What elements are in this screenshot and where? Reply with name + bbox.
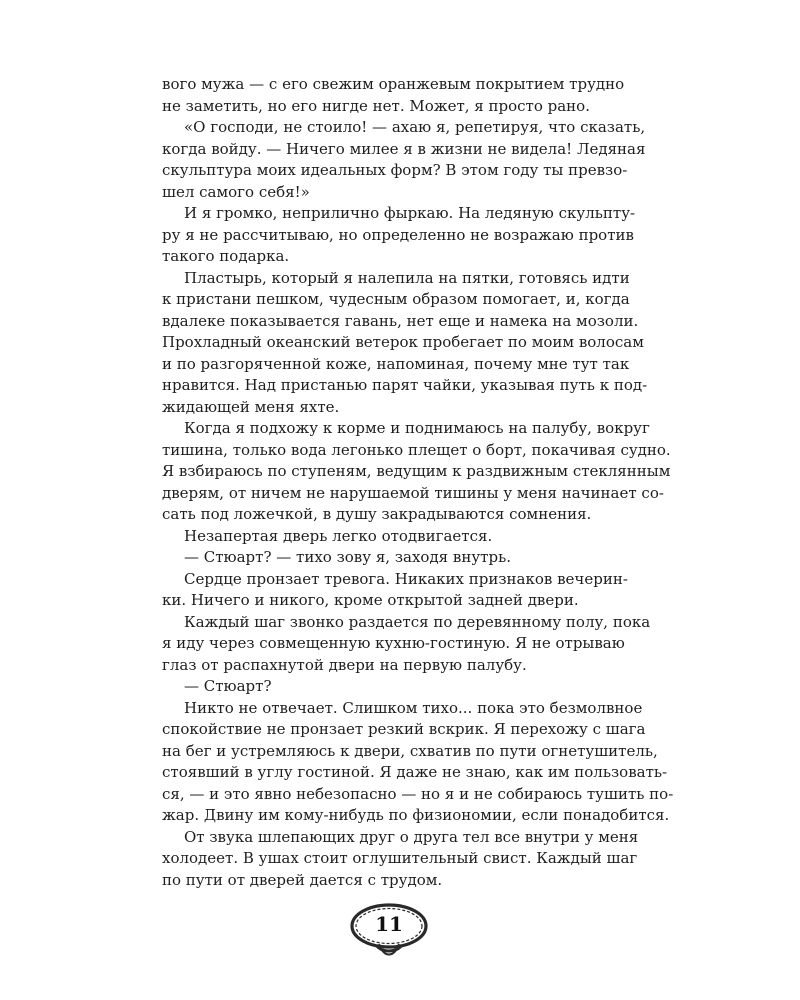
paragraph [162,827,639,892]
text-line: жидающей меня яхте. [162,397,340,416]
text-line: Я взбираюсь по ступеням, ведущим к раздвижным стеклянным [162,462,671,480]
paragraph [162,418,671,526]
text-line: Прохладный океанский ветерок пробегает по моим волосам [162,333,644,351]
paragraph [162,698,674,827]
text-line: И я громко, неприлично фыркаю. На ледяную скульпту- [184,204,636,222]
body-text [162,74,674,891]
text-line: глаз от распахнутой двери на первую палубу. [162,655,527,674]
text-line: ки. Ничего и никого, кроме открытой задней двери. [162,591,579,609]
paragraph [162,526,610,548]
text-line: нравится. Над пристанью парят чайки, указывая путь к под- [162,376,648,394]
text-line: Когда я подхожу к корме и поднимаюсь на палубу, вокруг [184,419,650,437]
text-line: когда войду. — Ничего милее я в жизни не видела! Ледяная [162,139,646,158]
paragraph [162,117,646,203]
paragraph [162,74,625,117]
paragraph [162,569,628,612]
text-line: шел самого себя!» [162,182,310,201]
text-line: тишина, только вода легонько плещет о борт, покачивая судно. [162,440,671,459]
paragraph [162,676,610,698]
text-line: От звука шлепающих друг о друга тел все внутри у меня [184,827,639,846]
text-line: ру я не рассчитываю, но определенно не возражаю против [162,225,634,244]
text-line: — Стюарт? [184,677,272,695]
text-line: не заметить, но его нигде нет. Может, я просто рано. [162,96,590,115]
text-line: дверям, от ничем не нарушаемой тишины у меня начинает со- [162,483,664,502]
text-line: — Стюарт? — тихо зову я, заходя внутрь. [184,548,512,566]
text-line: вого мужа — с его свежим оранжевым покрытием трудно [162,75,625,93]
text-line: на бег и устремляюсь к двери, схватив по пути огнетушитель, [162,741,658,760]
paragraph [162,612,651,677]
page-number-ornament [346,900,432,960]
text-line: холодеет. В ушах стоит оглушительный свист. Каждый шаг [162,849,638,867]
text-line: Пластырь, который я налепила на пятки, готовясь идти [184,268,630,287]
text-line: жар. Двину им кому-нибудь по физиономии, если понадобится. [162,806,670,824]
text-line: и по разгоряченной коже, напоминая, почему мне тут так [162,354,630,373]
text-line: по пути от дверей дается с трудом. [162,870,443,889]
text-line: я иду через совмещенную кухню-гостиную. Я не отрываю [162,634,625,652]
paragraph [162,203,636,268]
text-line: стоявший в углу гостиной. Я даже не знаю, как им пользовать- [162,763,668,781]
text-line: ся, — и это явно небезопасно — но я и не собираюсь тушить по- [162,784,674,803]
text-line: Сердце пронзает тревога. Никаких признаков вечерин- [184,569,628,588]
text-line: спокойствие не пронзает резкий вскрик. Я перехожу с шага [162,720,646,738]
text-line: вдалеке показывается гавань, нет еще и намека на мозоли. [162,311,639,330]
text-line: такого подарка. [162,247,290,265]
text-line: Никто не отвечает. Слишком тихо... пока это безмолвное [184,698,643,717]
paragraph [162,268,648,419]
text-line: к пристани пешком, чудесным образом помогает, и, когда [162,290,630,308]
text-line: Каждый шаг звонко раздается по деревянному полу, пока [184,612,651,631]
page-number: 11 [375,912,403,936]
text-line: скульптура моих идеальных форм? В этом году ты превзо- [162,161,628,179]
text-line: сать под ложечкой, в душу закрадываются сомнения. [162,505,592,523]
text-line: Незапертая дверь легко отодвигается. [184,526,493,545]
text-line: «О господи, не стоило! — ахаю я, репетируя, что сказать, [184,118,646,136]
paragraph [162,547,610,569]
